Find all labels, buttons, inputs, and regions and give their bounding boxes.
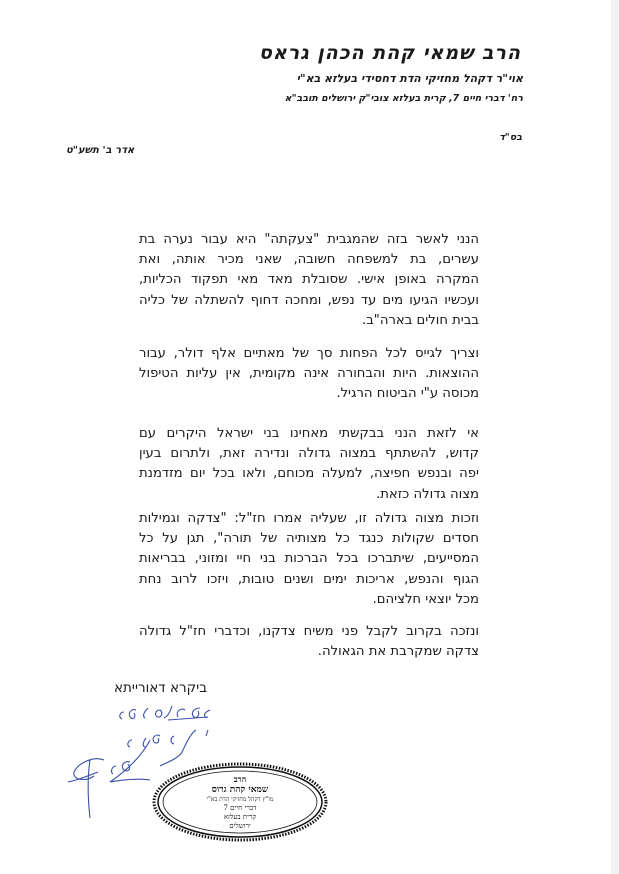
text-line: קדוש, להשתתף במצוה גדולה ונדירה זאת, ולתרום בעין (139, 446, 479, 462)
text-line: וצריך לגייס לכל הפחות סך של מאתיים אלף דולר, עבור (139, 346, 479, 361)
text-line: ההוצאות. היות והבחורה אינה מקומית, אין עליות הטיפול (139, 366, 479, 382)
paragraph-4 (139, 509, 479, 610)
paragraph-2 (139, 344, 479, 405)
text-line: מכוסה ע"י הביטוח הרגיל. (336, 386, 479, 402)
stamp-line: מו"ץ דקהל מחזיקי הדת בא"י (206, 796, 274, 803)
text-line: הגוף והנפש, אריכות ימים ושנים טובות, ויזכו לרוב נחת (139, 571, 479, 587)
stamp-line: קרית בעלזא (223, 813, 257, 821)
text-line: יפה ובנפש חפיצה, למעלה מכוחם, ולאו בכל יום מזדמנת (139, 466, 479, 482)
text-line: המסייעים, שיתברכו בכל הברכות בני חיי ומזוני, בבריאות (139, 551, 479, 567)
paragraph-1 (139, 230, 479, 331)
text-line: אי לזאת הנני בבקשתי מאחינו בני ישראל היקרים עם (139, 426, 479, 441)
text-line: חסדים שקולות כנגד כל מצותיה של תורה", תגן על כל (139, 531, 479, 547)
text-line: ועכשיו הגיעו מים עד נפש, ומחכה דחוף להשתלה של כליה (139, 292, 479, 308)
text-line: מצוה גדולה כזאת. (376, 486, 479, 502)
stamp-line: דברי חיים 7 (223, 804, 257, 812)
rabbi-stamp (150, 760, 330, 845)
letterhead-subtitle: אוי"ר דקהל מחזיקי הדת דחסידי בעלזא בא"י (296, 72, 523, 85)
text-line: עשרים, בת למשפחה חשובה, שאני מכיר אותה, ואת (139, 252, 479, 268)
letter-date: אדר ב' תשע"ט (66, 145, 135, 156)
paragraph-3 (139, 424, 479, 505)
bsd-mark: בס"ד (499, 132, 522, 143)
closing-text: ביקרא דאורייתא (114, 680, 207, 696)
text-line: בבית חולים בארה"ב. (361, 312, 479, 328)
stamp-line: שמאי קהת גרוס (211, 785, 269, 795)
text-line: ונזכה בקרוב לקבל פני משיח צדקנו, וכדברי חז"ל גדולה (139, 624, 479, 639)
text-line: המקרה באופן אישי. שסובלת מאד מאי תפקוד הכליות, (139, 272, 479, 288)
stamp-line: הרב (233, 774, 247, 784)
text-line: מכל יוצאי חלציהם. (372, 591, 479, 607)
paragraph-5 (139, 622, 479, 662)
text-line: הנני לאשר בזה שהמגבית "צעקתה" היא עבור נערה בת (139, 232, 479, 247)
text-line: וזכות מצוה גדולה זו, שעליה אמרו חז"ל: "צדקה וגמילות (139, 511, 479, 526)
page-edge (611, 0, 619, 874)
stamp-line: ירושלים (229, 822, 251, 830)
text-line: צדקה שמקרבת את הגאולה. (317, 644, 479, 660)
letterhead-address: רח' דברי חיים 7, קרית בעלזא צובי"ק ירושלים תובב"א (284, 93, 523, 104)
letterhead-title: הרב שמאי קהת הכהן גראס (258, 42, 521, 64)
